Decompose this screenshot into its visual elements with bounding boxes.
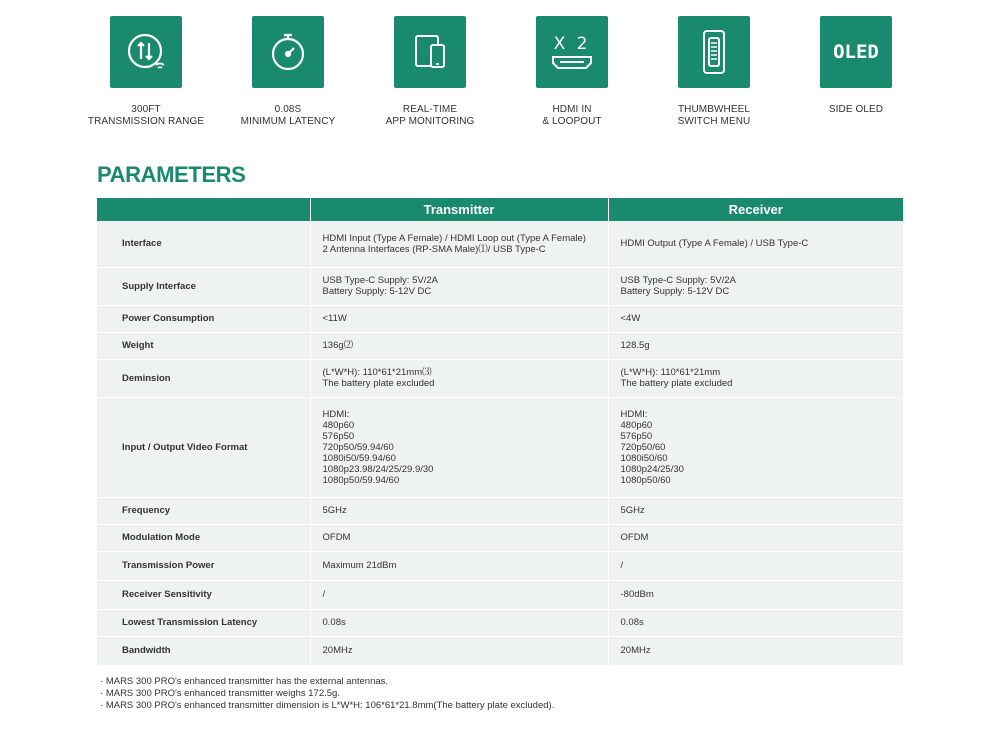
transmitter-cell (310, 397, 608, 497)
feature-strip (0, 0, 1000, 140)
row-label: Modulation Mode (97, 524, 310, 551)
cell-line: Battery Supply: 5-12V DC (322, 286, 432, 297)
cell-line: 2 Antenna Interfaces (RP-SMA Male)⑴/ USB Type-C (322, 243, 546, 255)
table-row (97, 580, 903, 609)
feature-caption: 300FT TRANSMISSION RANGE (87, 104, 205, 127)
footnote: · MARS 300 PRO's enhanced transmitter dimension is L*W*H: 106*61*21.8mm(The battery plate excluded). (100, 700, 554, 712)
header-label (97, 198, 310, 221)
tablet-phone-icon (394, 16, 466, 88)
cell-line: 1080i50/60 (620, 452, 668, 464)
cell-line: Battery Supply: 5-12V DC (620, 286, 730, 297)
row-label: Deminsion (97, 359, 310, 397)
oled-icon (820, 16, 892, 88)
cell-line: 576p50 (322, 430, 355, 442)
table-row (97, 332, 903, 359)
row-label: Frequency (97, 497, 310, 524)
row-label: Weight (97, 332, 310, 359)
row-label: Power Consumption (97, 305, 310, 332)
cell-line: 480p60 (322, 419, 355, 431)
wifi-transfer-icon (110, 16, 182, 88)
cell-line: HDMI Input (Type A Female) / HDMI Loop out (Type A Female) (322, 232, 586, 244)
cell-line: 0.08s (322, 617, 346, 628)
cell-line: / (620, 560, 624, 571)
receiver-cell (608, 524, 903, 551)
cell-line: 5GHz (620, 505, 645, 516)
cell-line: USB Type-C Supply: 5V/2A (322, 275, 438, 286)
table-row (97, 636, 903, 665)
transmitter-cell (310, 636, 608, 665)
hdmi-count-label: X 2 (553, 34, 591, 54)
cell-line: 576p50 (620, 430, 653, 442)
receiver-cell (608, 497, 903, 524)
cell-line: 0.08s (620, 617, 644, 628)
cell-line: Maximum 21dBm (322, 560, 397, 571)
cell-line: 20MHz (322, 645, 353, 656)
cell-line: (L*W*H): 110*61*21mm⑶ (322, 367, 432, 378)
transmitter-cell (310, 580, 608, 609)
feature-range (74, 16, 218, 128)
hdmi-port-icon (536, 16, 608, 88)
receiver-cell (608, 267, 903, 305)
cell-line: 480p60 (620, 419, 653, 431)
header-receiver: Receiver (608, 198, 903, 221)
cell-line: The battery plate excluded (620, 378, 733, 389)
cell-line: 720p50/60 (620, 441, 666, 453)
table-row (97, 267, 903, 305)
transmitter-cell (310, 305, 608, 332)
transmitter-cell (310, 332, 608, 359)
cell-line: 136g⑵ (322, 340, 354, 351)
cell-line: HDMI: (620, 408, 648, 420)
row-label: Bandwidth (97, 636, 310, 665)
row-label: Interface (97, 221, 310, 267)
feature-oled (784, 16, 928, 116)
cell-line: OFDM (322, 532, 351, 543)
stopwatch-icon (252, 16, 324, 88)
cell-line: 1080p23.98/24/25/29.9/30 (322, 463, 434, 475)
cell-line: <4W (620, 313, 641, 324)
receiver-cell (608, 397, 903, 497)
feature-app (358, 16, 502, 128)
cell-line: <11W (322, 313, 347, 324)
cell-line: 20MHz (620, 645, 651, 656)
cell-line: The battery plate excluded (322, 378, 435, 389)
cell-line: 720p50/59.94/60 (322, 441, 394, 453)
feature-caption: HDMI IN & LOOPOUT (542, 104, 602, 127)
cell-line: -80dBm (620, 589, 654, 600)
cell-line: 1080i50/59.94/60 (322, 452, 396, 464)
receiver-cell (608, 221, 903, 267)
receiver-cell (608, 580, 903, 609)
cell-line: (L*W*H): 110*61*21mm (620, 367, 721, 378)
footnote: · MARS 300 PRO's enhanced transmitter weighs 172.5g. (100, 688, 554, 700)
page-title: PARAMETERS (97, 162, 246, 187)
table-header-row (97, 198, 903, 221)
receiver-cell (608, 551, 903, 580)
transmitter-cell (310, 267, 608, 305)
cell-line: / (322, 589, 326, 600)
transmitter-cell (310, 497, 608, 524)
receiver-cell (608, 359, 903, 397)
parameters-table (97, 198, 903, 666)
receiver-cell (608, 636, 903, 665)
transmitter-cell (310, 524, 608, 551)
transmitter-cell (310, 359, 608, 397)
table-row (97, 524, 903, 551)
footnote: · MARS 300 PRO's enhanced transmitter has the external antennas. (100, 676, 554, 688)
table-row (97, 609, 903, 636)
cell-line: 1080p50/59.94/60 (322, 474, 400, 486)
feature-caption: 0.08S MINIMUM LATENCY (240, 104, 336, 127)
cell-line: 5GHz (322, 505, 347, 516)
table-row (97, 305, 903, 332)
feature-caption: REAL-TIME APP MONITORING (385, 104, 475, 127)
cell-line: 1080p50/60 (620, 474, 671, 486)
table-row (97, 359, 903, 397)
feature-caption: THUMBWHEEL SWITCH MENU (677, 104, 751, 127)
cell-line: 128.5g (620, 340, 650, 351)
cell-line: USB Type-C Supply: 5V/2A (620, 275, 736, 286)
table-row (97, 397, 903, 497)
header-transmitter: Transmitter (310, 198, 608, 221)
table-row (97, 551, 903, 580)
transmitter-cell (310, 221, 608, 267)
transmitter-cell (310, 609, 608, 636)
footnotes (100, 676, 554, 712)
receiver-cell (608, 609, 903, 636)
cell-line: HDMI: (322, 408, 350, 420)
feature-thumbwheel (642, 16, 786, 128)
row-label: Lowest Transmission Latency (97, 609, 310, 636)
row-label: Supply Interface (97, 267, 310, 305)
table-row (97, 221, 903, 267)
receiver-cell (608, 305, 903, 332)
thumbwheel-icon (678, 16, 750, 88)
cell-line: 1080p24/25/30 (620, 463, 684, 475)
feature-caption: SIDE OLED (828, 104, 884, 115)
row-label: Receiver Sensitivity (97, 580, 310, 609)
oled-label: OLED (833, 41, 879, 63)
row-label: Input / Output Video Format (97, 397, 310, 497)
feature-hdmi (500, 16, 644, 128)
receiver-cell (608, 332, 903, 359)
cell-line: OFDM (620, 532, 649, 543)
feature-latency (216, 16, 360, 128)
transmitter-cell (310, 551, 608, 580)
row-label: Transmission Power (97, 551, 310, 580)
cell-line: HDMI Output (Type A Female) / USB Type-C (620, 238, 809, 250)
table-row (97, 497, 903, 524)
